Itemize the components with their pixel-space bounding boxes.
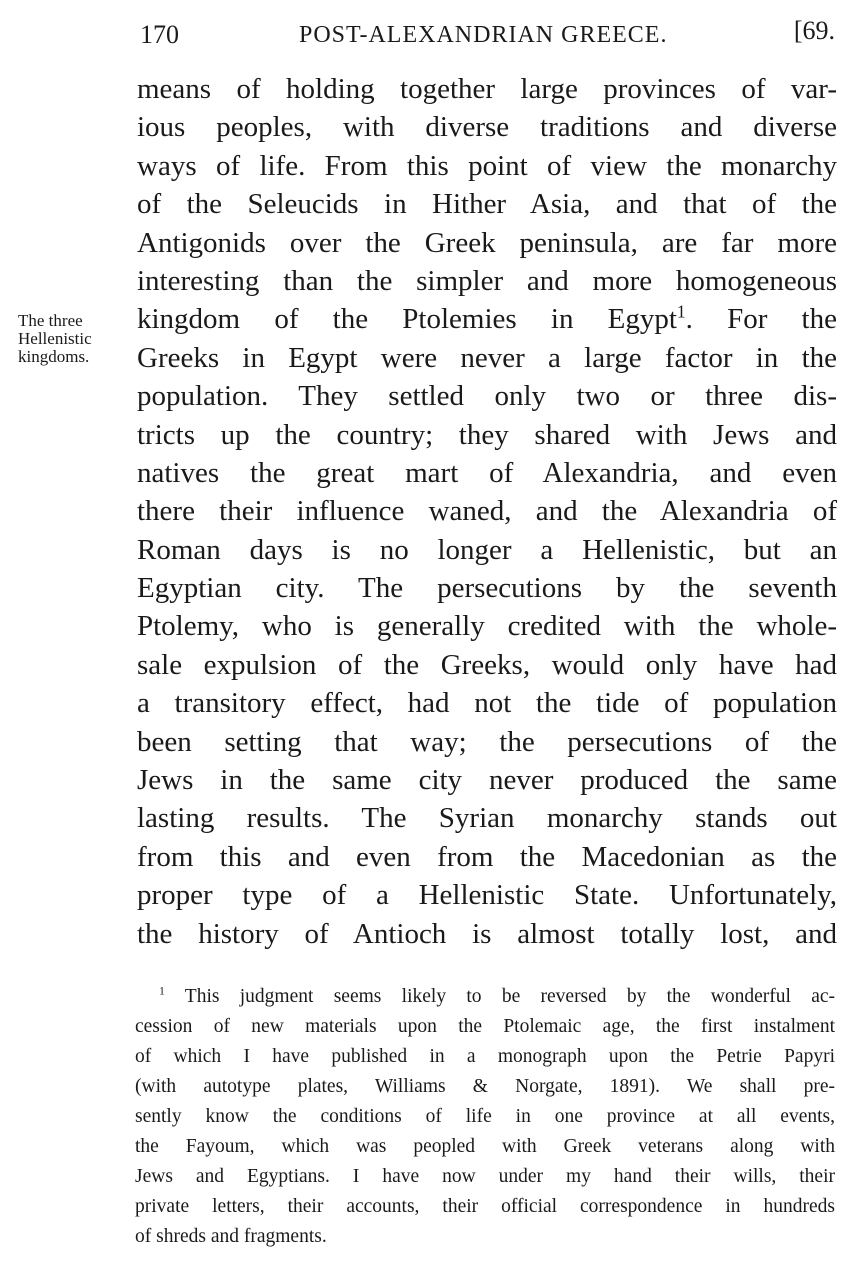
footnote-line: private letters, their accounts, their official correspondence in hundreds — [135, 1196, 835, 1217]
text-line: ways of life. From this point of view the monarchy — [137, 149, 837, 182]
text-line: ious peoples, with diverse traditions and diverse — [137, 111, 837, 144]
text-line: lasting results. The Syrian monarchy stands out — [137, 802, 837, 835]
main-text — [137, 70, 837, 953]
margin-note — [18, 312, 128, 366]
footnote — [135, 982, 835, 1252]
footnote-line: cession of new materials upon the Ptolemaic age, the first instalment — [135, 1016, 835, 1037]
text-line: Jews in the same city never produced the same — [137, 764, 837, 797]
section-reference: [69. — [793, 16, 835, 45]
page-number: 170 — [140, 20, 179, 49]
margin-note-line: Hellenistic — [18, 329, 92, 348]
text-line: Roman days is no longer a Hellenistic, but an — [137, 533, 837, 566]
footnote-reference: 1 — [676, 301, 686, 322]
text-line: natives the great mart of Alexandria, and even — [137, 456, 837, 489]
text-line: sale expulsion of the Greeks, would only have had — [137, 648, 837, 681]
footnote-line: the Fayoum, which was peopled with Greek veterans along with — [135, 1136, 835, 1157]
footnote-line: (with autotype plates, Williams & Norgate, 1891). We shall pre- — [135, 1076, 835, 1097]
margin-note-line: kingdoms. — [18, 347, 90, 366]
text-line: Ptolemy, who is generally credited with the whole- — [137, 610, 837, 643]
page-header — [137, 16, 837, 56]
running-head: POST-ALEXANDRIAN GREECE. — [299, 22, 668, 48]
text-line: Antigonids over the Greek peninsula, are far more — [137, 226, 837, 259]
text-line: population. They settled only two or three dis- — [137, 380, 837, 413]
text-segment: kingdom of the Ptolemies in Egypt — [137, 303, 677, 336]
text-segment: This judgment seems likely to be reversed by the wonderful ac- — [184, 986, 835, 1007]
text-line: interesting than the simpler and more homogeneous — [137, 264, 837, 297]
footnote-line — [135, 982, 835, 1012]
footnote-line: Jews and Egyptians. I have now under my hand their wills, their — [135, 1166, 835, 1187]
margin-note-line: The three — [18, 311, 83, 330]
text-line: been setting that way; the persecutions of the — [137, 725, 837, 758]
text-line: there their influence waned, and the Alexandria of — [137, 495, 837, 528]
text-line: proper type of a Hellenistic State. Unfortunately, — [137, 879, 837, 912]
text-line: from this and even from the Macedonian as the — [137, 840, 837, 873]
text-line: a transitory effect, had not the tide of population — [137, 687, 837, 720]
text-segment: . For the — [685, 303, 837, 336]
footnote-line: of which I have published in a monograph upon the Petrie Papyri — [135, 1046, 835, 1067]
text-line: means of holding together large provinces of var- — [137, 73, 837, 105]
text-line: Egyptian city. The persecutions by the seventh — [137, 572, 837, 605]
text-line: the history of Antioch is almost totally lost, and — [137, 917, 837, 950]
footnote-marker: 1 — [159, 984, 165, 998]
text-line-with-footnote-ref — [137, 300, 837, 338]
footnote-line: of shreds and fragments. — [135, 1226, 327, 1247]
footnote-line: sently know the conditions of life in one province at all events, — [135, 1106, 835, 1127]
text-line: tricts up the country; they shared with Jews and — [137, 418, 837, 451]
text-line: Greeks in Egypt were never a large factor in the — [137, 341, 837, 374]
text-line: of the Seleucids in Hither Asia, and that of the — [137, 188, 837, 221]
